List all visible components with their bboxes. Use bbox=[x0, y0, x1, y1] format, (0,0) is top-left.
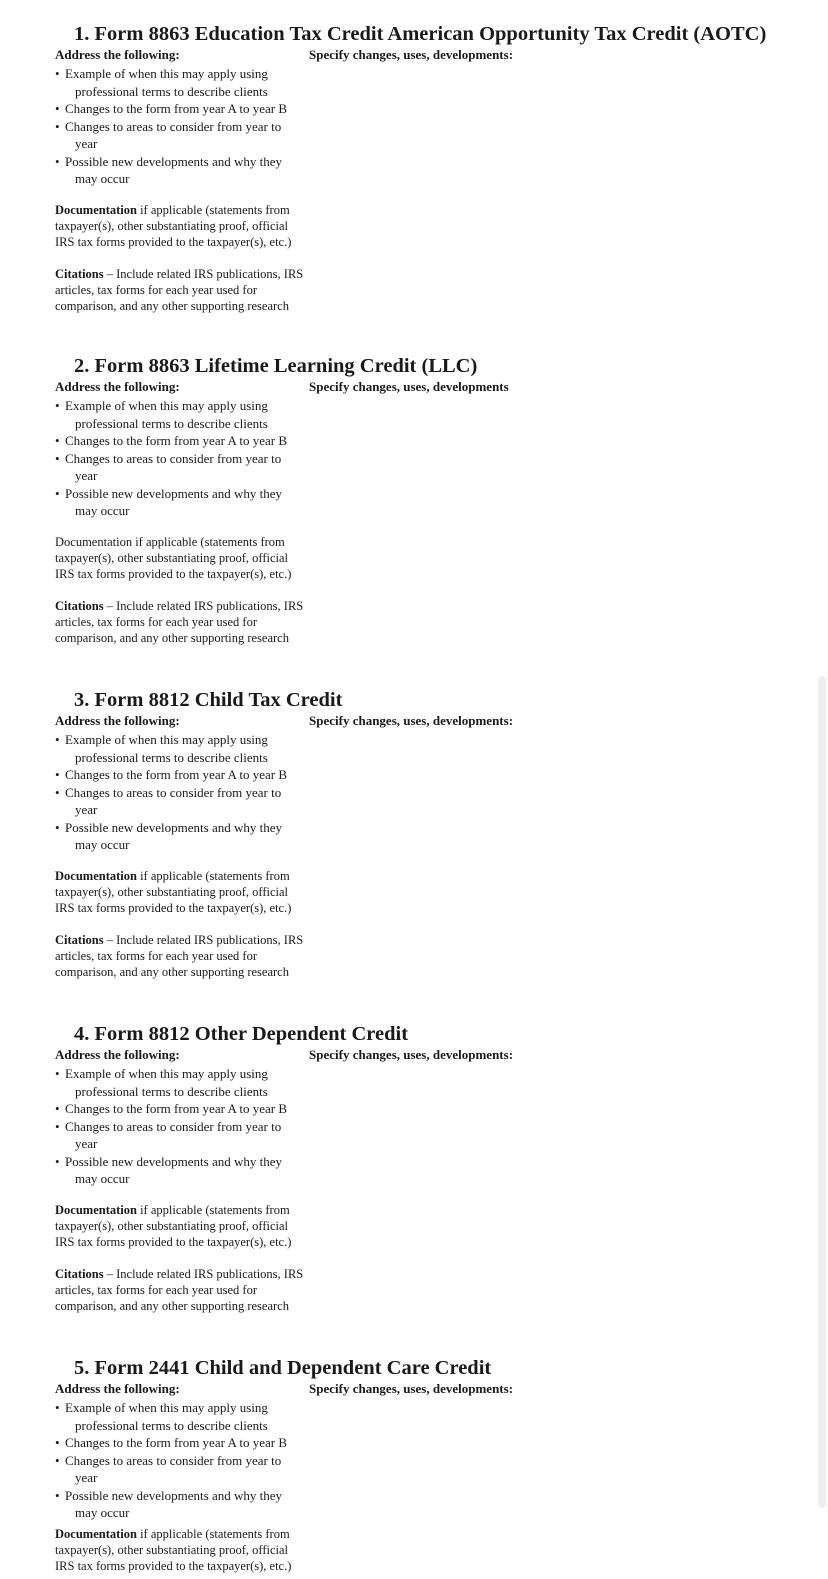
citations-note: Citations – Include related IRS publications, IRS articles, tax forms for each year used for comparison, and any other supporting research bbox=[55, 599, 304, 645]
specify-label: Specify changes, uses, developments bbox=[309, 379, 509, 394]
list-item: • Example of when this may apply using professional terms to describe clients bbox=[55, 66, 268, 99]
bullet-icon: • bbox=[55, 767, 60, 782]
list-item: • Changes to areas to consider from year to year bbox=[55, 1452, 282, 1485]
bullet-icon: • bbox=[55, 66, 60, 81]
bullet-list bbox=[55, 65, 300, 188]
specify-label: Specify changes, uses, developments: bbox=[309, 1047, 514, 1062]
documentation-note: Documentation if applicable (statements from taxpayer(s), other substantiating proof, official IRS tax forms provided to the taxpayer(s), etc.) bbox=[55, 1527, 292, 1573]
address-label: Address the following: bbox=[55, 713, 180, 728]
bullet-icon: • bbox=[55, 433, 60, 448]
list-item: • Example of when this may apply using professional terms to describe clients bbox=[55, 732, 268, 765]
bullet-list bbox=[55, 1399, 300, 1522]
bullet-icon: • bbox=[55, 1118, 60, 1134]
section-title: 4. Form 8812 Other Dependent Credit bbox=[74, 1023, 409, 1045]
bullet-icon: • bbox=[55, 784, 60, 800]
list-item: • Changes to areas to consider from year to year bbox=[55, 450, 282, 483]
section-title: 5. Form 2441 Child and Dependent Care Credit bbox=[74, 1357, 492, 1379]
list-item: • Changes to the form from year A to year B bbox=[55, 101, 288, 116]
list-item: • Changes to the form from year A to year B bbox=[55, 1101, 288, 1116]
documentation-note: Documentation if applicable (statements from taxpayer(s), other substantiating proof, official IRS tax forms provided to the taxpayer(s), etc.) bbox=[55, 203, 292, 249]
specify-label: Specify changes, uses, developments: bbox=[309, 47, 514, 62]
bullet-icon: • bbox=[55, 398, 60, 413]
list-item: • Possible new developments and why they may occur bbox=[55, 153, 282, 186]
bullet-icon: • bbox=[55, 1435, 60, 1450]
bullet-icon: • bbox=[55, 450, 60, 466]
address-label: Address the following: bbox=[55, 47, 180, 62]
bullet-icon: • bbox=[55, 732, 60, 747]
address-label: Address the following: bbox=[55, 379, 180, 394]
list-item: • Possible new developments and why they may occur bbox=[55, 819, 282, 852]
list-item: • Changes to the form from year A to year B bbox=[55, 767, 288, 782]
bullet-icon: • bbox=[55, 1452, 60, 1468]
specify-label: Specify changes, uses, developments: bbox=[309, 713, 514, 728]
list-item: • Example of when this may apply using professional terms to describe clients bbox=[55, 1066, 268, 1099]
bullet-icon: • bbox=[55, 1153, 60, 1169]
list-item: • Changes to the form from year A to year B bbox=[55, 1435, 288, 1450]
bullet-icon: • bbox=[55, 819, 60, 835]
list-item: • Example of when this may apply using professional terms to describe clients bbox=[55, 1400, 268, 1433]
list-item: • Possible new developments and why they may occur bbox=[55, 1487, 282, 1520]
list-item: • Possible new developments and why they may occur bbox=[55, 485, 282, 518]
scrollbar[interactable] bbox=[818, 676, 826, 1508]
section-title: 3. Form 8812 Child Tax Credit bbox=[74, 689, 343, 711]
bullet-icon: • bbox=[55, 1066, 60, 1081]
documentation-note: Documentation if applicable (statements from taxpayer(s), other substantiating proof, official IRS tax forms provided to the taxpayer(s), etc.) bbox=[55, 535, 292, 581]
list-item: • Possible new developments and why they may occur bbox=[55, 1153, 282, 1186]
documentation-note: Documentation if applicable (statements from taxpayer(s), other substantiating proof, official IRS tax forms provided to the taxpayer(s), etc.) bbox=[55, 1203, 292, 1249]
bullet-list bbox=[55, 397, 300, 520]
list-item: • Changes to the form from year A to year B bbox=[55, 433, 288, 448]
bullet-icon: • bbox=[55, 1400, 60, 1415]
section-title: 2. Form 8863 Lifetime Learning Credit (LLC) bbox=[74, 355, 478, 377]
citations-note: Citations – Include related IRS publications, IRS articles, tax forms for each year used for comparison, and any other supporting research bbox=[55, 267, 304, 313]
bullet-icon: • bbox=[55, 485, 60, 501]
list-item: • Changes to areas to consider from year to year bbox=[55, 1118, 282, 1151]
section-title: 1. Form 8863 Education Tax Credit American Opportunity Tax Credit (AOTC) bbox=[74, 23, 767, 45]
citations-note: Citations – Include related IRS publications, IRS articles, tax forms for each year used for comparison, and any other supporting research bbox=[55, 933, 304, 979]
documentation-note: Documentation if applicable (statements from taxpayer(s), other substantiating proof, official IRS tax forms provided to the taxpayer(s), etc.) bbox=[55, 869, 292, 915]
bullet-list bbox=[55, 731, 300, 854]
address-label: Address the following: bbox=[55, 1047, 180, 1062]
citations-note: Citations – Include related IRS publications, IRS articles, tax forms for each year used for comparison, and any other supporting research bbox=[55, 1267, 304, 1313]
list-item: • Example of when this may apply using professional terms to describe clients bbox=[55, 398, 268, 431]
list-item: • Changes to areas to consider from year to year bbox=[55, 118, 282, 151]
bullet-list bbox=[55, 1065, 300, 1188]
bullet-icon: • bbox=[55, 1101, 60, 1116]
specify-label: Specify changes, uses, developments: bbox=[309, 1381, 514, 1396]
address-label: Address the following: bbox=[55, 1381, 180, 1396]
bullet-icon: • bbox=[55, 101, 60, 116]
list-item: • Changes to areas to consider from year to year bbox=[55, 784, 282, 817]
bullet-icon: • bbox=[55, 118, 60, 134]
bullet-icon: • bbox=[55, 153, 60, 169]
bullet-icon: • bbox=[55, 1487, 60, 1503]
